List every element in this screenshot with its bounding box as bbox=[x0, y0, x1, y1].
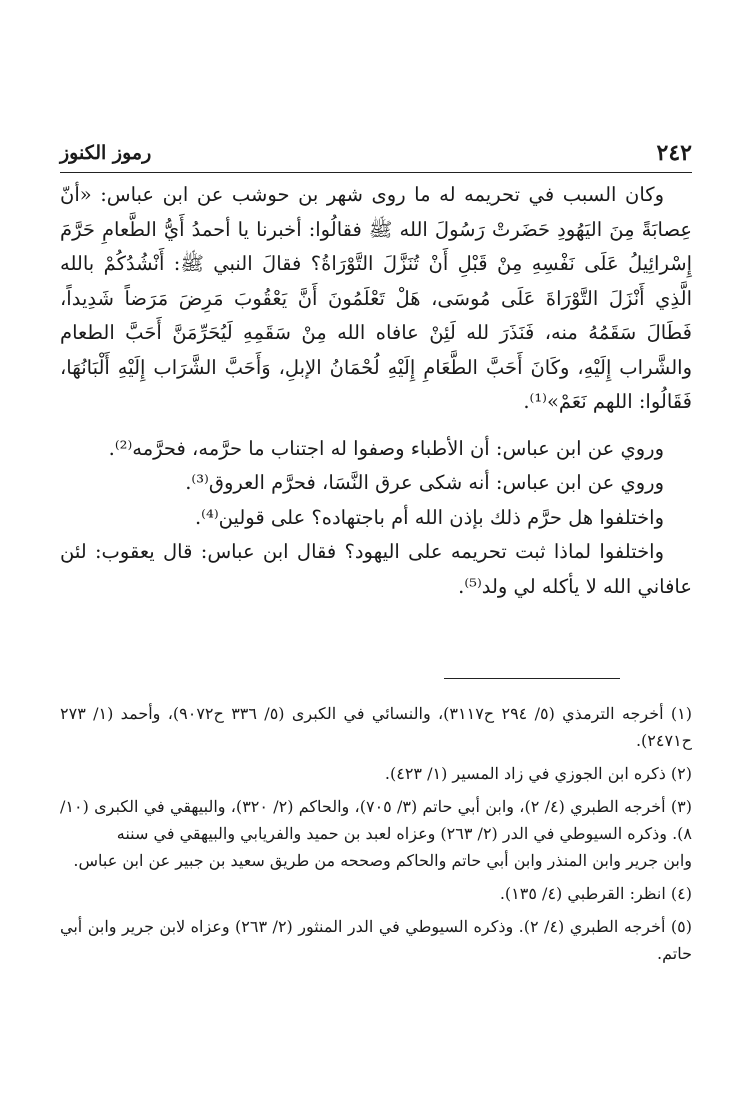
footnote-2: (٢) ذكره ابن الجوزي في زاد المسير (١/ ٤٢٣). bbox=[384, 764, 692, 783]
page-header bbox=[60, 138, 692, 173]
paragraph-sciatica: وروي عن ابن عباس: أنه شكى عرق النَّسَا، فحرَّم العروق⁽³⁾. bbox=[185, 471, 664, 494]
footnote-5: (٥) أخرجه الطبري (٤/ ٢). وذكره السيوطي في الدر المنثور (٢/ ٢٦٣) وعزاه لابن جرير وابن أبي حاتم. bbox=[60, 917, 693, 963]
footnote-separator bbox=[444, 678, 620, 679]
paragraph-hadith: وكان السبب في تحريمه له ما روى شهر بن حوشب عن ابن عباس: «أنّ عِصابَةً مِنَ اليَهُودِ حَضَرتْ رَسُولَ الله ﷺ فقالُوا: أخبرنا يا أحمدُ أَيُّ الطَّعامِ حَرَّمَ إِسْرائِيلُ عَلَى نَفْسِهِ مِنْ قَبْلِ أَنْ تُنَزَّلَ التَّوْرَاةُ؟ فقالَ النبي ﷺ: أَنْشُدُكُمْ بالله الَّذِي أَنْزَلَ التَّوْرَاةَ عَلَى مُوسَى، هَلْ تَعْلَمُونَ أَنَّ يَعْقُوبَ مَرِضَ مَرَضاً شَدِيداً، فَطَالَ سَقَمُهُ منه، فَنَذَرَ لله لَئِنْ عافاه الله مِنْ سَقَمِهِ لَيُحَرِّمَنَّ أَحَبَّ الطعام والشَّراب إِلَيْهِ، وكَانَ أَحَبَّ الطَّعَامِ إِلَيْهِ لُحْمَانُ الإبلِ، وَأَحَبَّ الشَّرَاب إِلَيْهِ أَلْبَانُهَا، فَقَالُوا: اللهم نَعَمْ»⁽¹⁾. bbox=[60, 183, 692, 413]
main-text bbox=[60, 178, 692, 604]
footnotes bbox=[60, 700, 692, 973]
paragraph-doctors: وروي عن ابن عباس: أن الأطباء وصفوا له اجتناب ما حرَّمه، فحرَّمه⁽²⁾. bbox=[108, 436, 664, 460]
footnote-4: (٤) انظر: القرطبي (٤/ ١٣٥). bbox=[499, 884, 692, 903]
running-title: رموز الكنوز bbox=[60, 142, 152, 164]
page-number: ٢٤٢ bbox=[656, 140, 692, 166]
paragraph-disagreement: واختلفوا هل حرَّم ذلك بإذن الله أم باجتهاده؟ على قولين⁽⁴⁾. bbox=[194, 505, 664, 529]
footnote-1: (١) أخرجه الترمذي (٥/ ٢٩٤ ح٣١١٧)، والنسائي في الكبرى (٥/ ٣٣٦ ح٩٠٧٢)، وأحمد (١/ ٢٧٣ ح٢٤٧١). bbox=[60, 704, 693, 750]
paragraph-reason: واختلفوا لماذا ثبت تحريمه على اليهود؟ فقال ابن عباس: قال يعقوب: لئن عافاني الله لا يأكله لي ولد⁽⁵⁾. bbox=[60, 540, 692, 598]
footnote-3-continued: وابن جرير وابن المنذر وابن أبي حاتم والحاكم وصححه من طريق سعيد بن جبير عن ابن عباس. bbox=[73, 851, 692, 870]
footnote-3: (٣) أخرجه الطبري (٤/ ٢)، وابن أبي حاتم (٣/ ٧٠٥)، والحاكم (٢/ ٣٢٠)، والبيهقي في الكبرى (١٠/ ٨). وذكره السيوطي في الدر (٢/ ٢٦٣) وعزاه لعبد بن حميد والفريابي والبيهقي في سننه bbox=[60, 797, 692, 843]
